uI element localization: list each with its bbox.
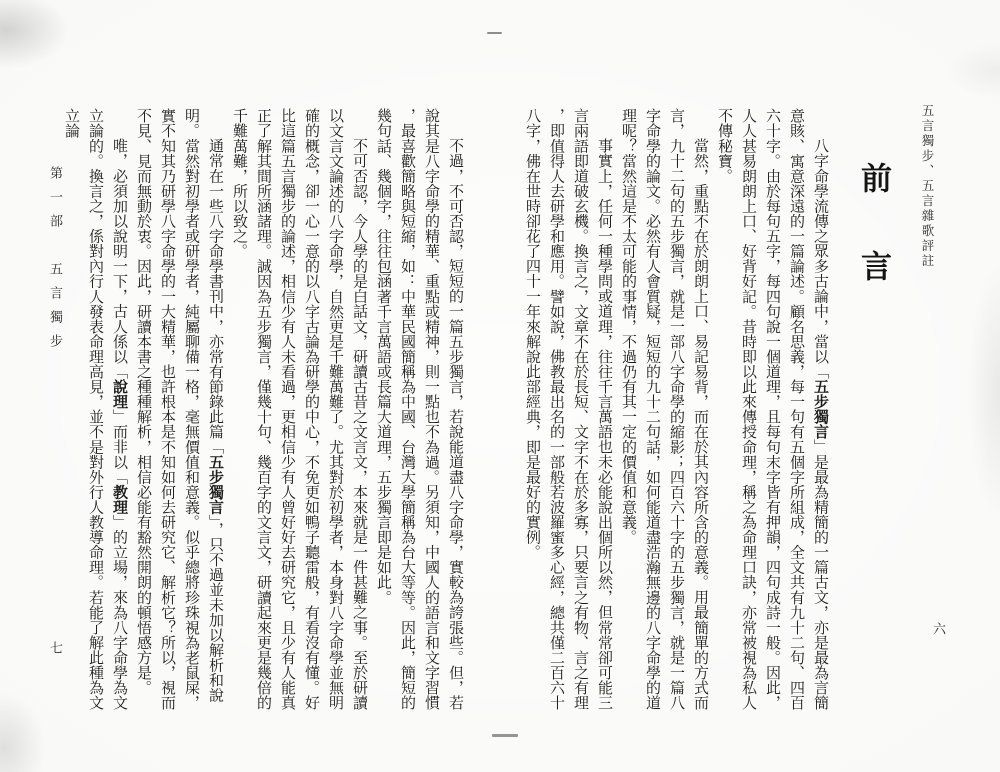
- paragraph: 唯，必須加以說明一下，古人係以「說理」而非以「教理」的立場，來為八字命學為文立論的。換言之，係對內行人發表命理高見，並不是對外行人教導命理。若能了解此種為文立論: [63, 108, 129, 710]
- preface-title: 前言: [855, 162, 891, 338]
- right-page-body: [521, 108, 833, 712]
- left-page-body: [63, 108, 468, 712]
- paragraph: 當然，重點不在於朗朗上口、易記易背，而在於其內容所含的意義。用最簡單的方式而言，九十二句的五步獨言，就是一部八字命學的縮影；四百六十字的五步獨言，就是一篇八字命學的論文。必然有人會質疑，短短的九十二句話，如何能道盡浩瀚無邊的八字命學的道理呢？當然這是不太可能的事情，不過仍有其一定的價值和意義。: [620, 108, 710, 710]
- paragraph: 不過，不可否認，短短的一篇五步獨言，若說能道盡八字命學，實較為誇張些。但，若說其是八字命學的精華、重點或精神，則一點也不為過。另須知，中國人的語言和文字習慣，最喜歡簡略與短縮，如：中華民國簡稱為中國、台灣大學簡稱為台大等等。因此，簡短的幾句話、幾個字，往往包涵著千言萬語或長篇大道理，五步獨言即是如此。: [375, 108, 465, 710]
- left-page-number: 七: [47, 641, 62, 654]
- right-page-number: 六: [930, 622, 945, 635]
- paragraph: 通常在一些八字命學書刊中，亦常有節錄此篇「五步獨言」，只不過並未加以解析和說明。當然對初學者或研學者，純屬聊備一格，毫無價值和意義。似乎總將珍珠視為老鼠屎，實不知其乃研學八字命學的一大精華，也許根本是不知如何去研究它、解析它？所以，視而不見、見而無動於衷。因此，研讀本書之種種解析，相信必能有豁然開朗的頓悟感方是。: [135, 108, 225, 710]
- right-running-head: 五言獨步、五言雜歌評註: [920, 104, 935, 269]
- left-running-head: 第一部 五言獨步: [47, 166, 62, 358]
- paragraph: 事實上，任何一種學問或道理，往往千言萬語也未必能說出個所以然，但常常卻可能三言兩語即道破玄機。換言之，文章不在於長短、文字不在於多寡，只要言之有物、言之有理，即值得人去研學和應用。譬如說，佛教最出名的一部般若波羅蜜多心經，總共僅二百六十八字，佛在世時卻花了四十一年來解說此部經典，即是最好的實例。: [524, 108, 614, 710]
- binding-mark-bottom: [492, 734, 518, 737]
- paragraph: 八字命學流傳之眾多古論中，當以「五步獨言」是最為精簡的一篇古文，亦是最為言簡意賅、寓意深遠的一篇論述。顧名思義，每一句有五個字所組成，全文共有九十二句、四百六十字。由於每句五字，每四句說一個道理，且每句末字皆有押韻，四句成詩一般。因此，人人甚易朗朗上口、好背好記。昔時即以此來傳授命理，稱之為命理口訣，亦常被視為私人不傳秘寶。: [716, 108, 830, 710]
- binding-mark-top: [487, 32, 502, 34]
- paragraph: 不可否認，今人學的是白話文，研讀古昔之文言文，本來就是一件甚難之事。至於研讀以文言文論述的八字命學，自然更是千難萬難了。尤其對於初學者，本身對八字命學並無明確的概念，卻一心一意的以八字古論為研學的中心，不免更如鴨子聽雷般，有看沒有懂。好比這篇五言獨步的論述，相信少有人未看過，更相信少有人曾好好去研究它，且少有人能真正了解其間所涵諸理。誠因為五步獨言，僅幾十句、幾百字的文言文，研讀起來更是幾倍的千難萬難，所以致之。: [231, 108, 369, 710]
